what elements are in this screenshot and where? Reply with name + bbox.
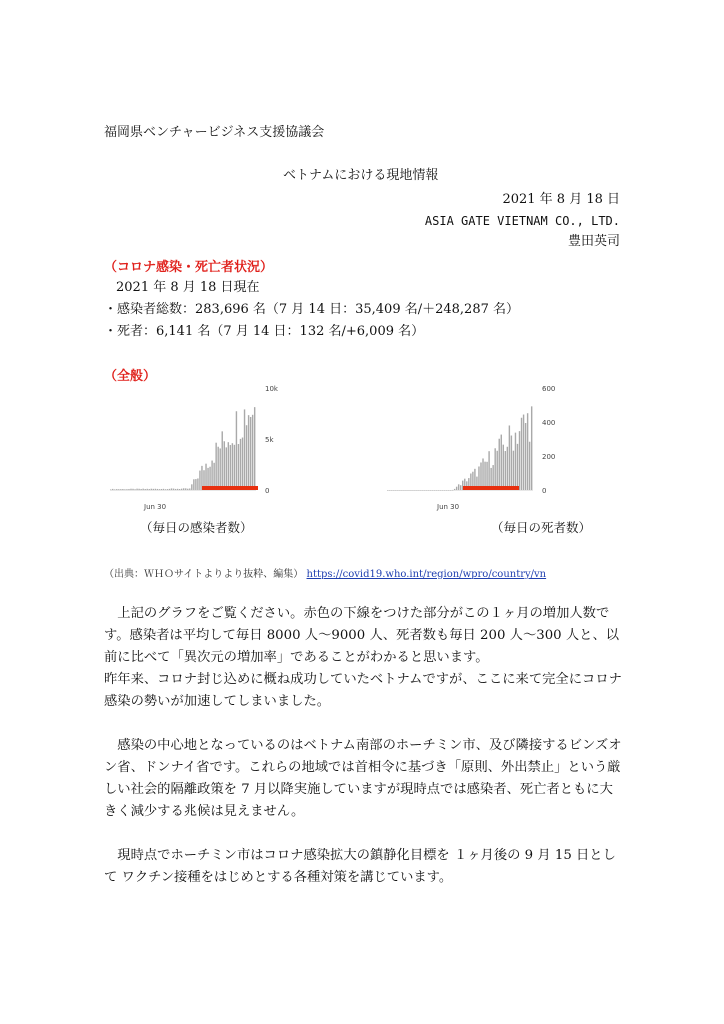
chart-bar [163, 489, 164, 490]
chart-bar [124, 489, 125, 490]
y-tick-label: 600 [542, 385, 555, 393]
chart-bar [189, 488, 190, 490]
chart-bar [519, 431, 520, 490]
chart-bar [177, 489, 178, 490]
y-tick-label: 0 [542, 487, 547, 495]
y-tick-label: 0 [265, 487, 270, 495]
chart-bar [236, 411, 237, 490]
chart-bar [138, 489, 139, 490]
chart-bar [193, 479, 194, 490]
paragraph-acceleration: 昨年来、コロナ封じ込めに概ね成功していたベトナムですが、ここに来て完全にコロナ感染の勢いが加速してしまいました。 [104, 672, 622, 709]
chart-bar [142, 489, 143, 490]
chart-bar [161, 489, 162, 490]
chart-bar [165, 489, 166, 490]
deaths-chart-caption: （毎日の死者数） [491, 520, 592, 535]
chart-bar [507, 447, 508, 490]
chart-bar [136, 489, 137, 490]
chart-bar [173, 489, 174, 490]
chart-bar [112, 489, 113, 490]
company-name: ASIA GATE VIETNAM CO., LTD. [424, 214, 620, 228]
chart-bar [122, 489, 123, 490]
chart-bar [220, 448, 221, 490]
overview-heading: （全般） [104, 369, 157, 384]
chart-bar [134, 489, 135, 490]
chart-bar [118, 489, 119, 490]
chart-bar [128, 489, 129, 490]
chart-bar [199, 471, 200, 490]
chart-bar [246, 425, 247, 490]
chart-bar [505, 451, 506, 490]
source-link[interactable]: https://covid19.who.int/region/wpro/country/vn [306, 569, 547, 580]
chart-bar [132, 489, 133, 490]
chart-bar [110, 489, 111, 490]
chart-bar [517, 444, 518, 490]
document-date: 2021 年 8 月 18 日 [502, 192, 620, 207]
chart-bar [153, 489, 154, 490]
chart-bar [187, 489, 188, 490]
source-label: （出典：ＷＨＯサイトよりより抜粋、編集） [104, 569, 304, 580]
chart-bar [222, 431, 223, 490]
chart-bar [513, 451, 514, 490]
chart-bar [151, 489, 152, 490]
chart-bar [181, 489, 182, 490]
chart-bar [525, 423, 526, 490]
chart-bar [515, 433, 516, 490]
chart-bar [226, 447, 227, 490]
chart-bar [114, 489, 115, 490]
chart-bar [242, 438, 243, 490]
chart-bar [213, 463, 214, 490]
status-as-of: 2021 年 8 月 18 日現在 [116, 280, 260, 295]
chart-bar [197, 478, 198, 490]
chart-bar [486, 462, 487, 490]
chart-bar [248, 415, 249, 490]
chart-bar [511, 436, 512, 490]
chart-bar [224, 441, 225, 490]
document-title: ベトナムにおける現地情報 [283, 168, 439, 183]
chart-bar [521, 418, 522, 490]
chart-bar [527, 413, 528, 490]
chart-bar [529, 442, 530, 490]
chart-bar [195, 479, 196, 490]
chart-bar [147, 489, 148, 490]
chart-bar [126, 489, 127, 490]
organization-name: 福岡県ベンチャービジネス支援協議会 [104, 125, 325, 140]
chart-bar [501, 435, 502, 490]
status-heading: （コロナ感染・死亡者状況） [104, 260, 274, 275]
x-tick-label: Jun 30 [144, 503, 167, 511]
chart-bar [480, 462, 481, 490]
chart-bar [499, 439, 500, 490]
chart-bar [171, 488, 172, 490]
chart-bar [144, 489, 145, 490]
infections-chart-caption: （毎日の感染者数） [140, 520, 253, 535]
x-tick-label: Jun 30 [437, 503, 460, 511]
chart-bar [175, 489, 176, 490]
chart-bar [149, 489, 150, 490]
chart-bar [494, 448, 495, 490]
chart-bar [157, 489, 158, 490]
chart-bar [232, 443, 233, 490]
chart-bar [169, 489, 170, 490]
chart-bar [183, 488, 184, 490]
chart-bar [234, 445, 235, 490]
paragraph-epicenter: 感染の中心地となっているのはベトナム南部のホーチミン市、及び隣接するビンズオン省、ドンナイ省です。これらの地域では首相令に基づき「原則、外出禁止」という厳しい社会的隔離政策を 7 月以降実施していますが現時点では感染者、死亡者ともに大きく減少する兆候は見えません。 [104, 738, 622, 819]
chart-bar [252, 415, 253, 490]
chart-bar [456, 487, 457, 490]
chart-bar [254, 407, 255, 490]
chart-bar [509, 425, 510, 490]
chart-bar [240, 439, 241, 490]
daily-deaths-chart [385, 380, 555, 515]
source-note [104, 565, 546, 580]
paragraph-graph-explanation: 上記のグラフをご覧ください。赤色の下線をつけた部分がこの１ヶ月の増加人数です。感染者は平均して毎日 8000 人～9000 人、死者数も毎日 200 人～300 人と、以前に比べて「異次元の増加率」であることがわかると思います。 [104, 606, 620, 665]
y-tick-label: 200 [542, 453, 555, 461]
y-tick-label: 5k [265, 436, 274, 444]
infected-total: ・感染者総数：283,696 名（7 月 14 日：35,409 名/＋248,287 名） [104, 302, 519, 317]
author-name: 豊田英司 [567, 234, 620, 249]
chart-bar [215, 443, 216, 490]
chart-bar [130, 489, 131, 490]
chart-bar [116, 489, 117, 490]
chart-bar [488, 451, 489, 490]
chart-bar [185, 488, 186, 490]
last-month-highlight [202, 486, 258, 490]
chart-bar [484, 462, 485, 490]
y-tick-label: 400 [542, 419, 555, 427]
deaths-total: ・死者：6,141 名（7 月 14 日：132 名/+6,009 名） [104, 324, 425, 339]
chart-bar [523, 415, 524, 490]
chart-bar [179, 489, 180, 490]
chart-bar [503, 445, 504, 490]
chart-bar [159, 489, 160, 490]
daily-infections-chart [108, 380, 278, 515]
chart-bar [211, 461, 212, 490]
chart-bar [497, 451, 498, 490]
chart-bar [460, 485, 461, 490]
chart-bar [244, 409, 245, 490]
chart-bar [531, 406, 532, 490]
chart-bar [238, 444, 239, 490]
chart-bar [155, 489, 156, 490]
chart-bar [228, 442, 229, 490]
y-tick-label: 10k [265, 385, 278, 393]
chart-bar [482, 458, 483, 490]
chart-bar [458, 484, 459, 490]
chart-bar [191, 484, 192, 490]
chart-bar [250, 417, 251, 490]
last-month-highlight [463, 486, 519, 490]
chart-bar [167, 489, 168, 490]
chart-bar [140, 489, 141, 490]
chart-bar [454, 489, 455, 490]
chart-bar [230, 445, 231, 490]
chart-bar [120, 489, 121, 490]
paragraph-target: 現時点でホーチミン市はコロナ感染拡大の鎮静化目標を １ヶ月後の 9 月 15 日として ワクチン接種をはじめとする各種対策を講じています。 [104, 848, 616, 885]
chart-bar [217, 447, 218, 490]
